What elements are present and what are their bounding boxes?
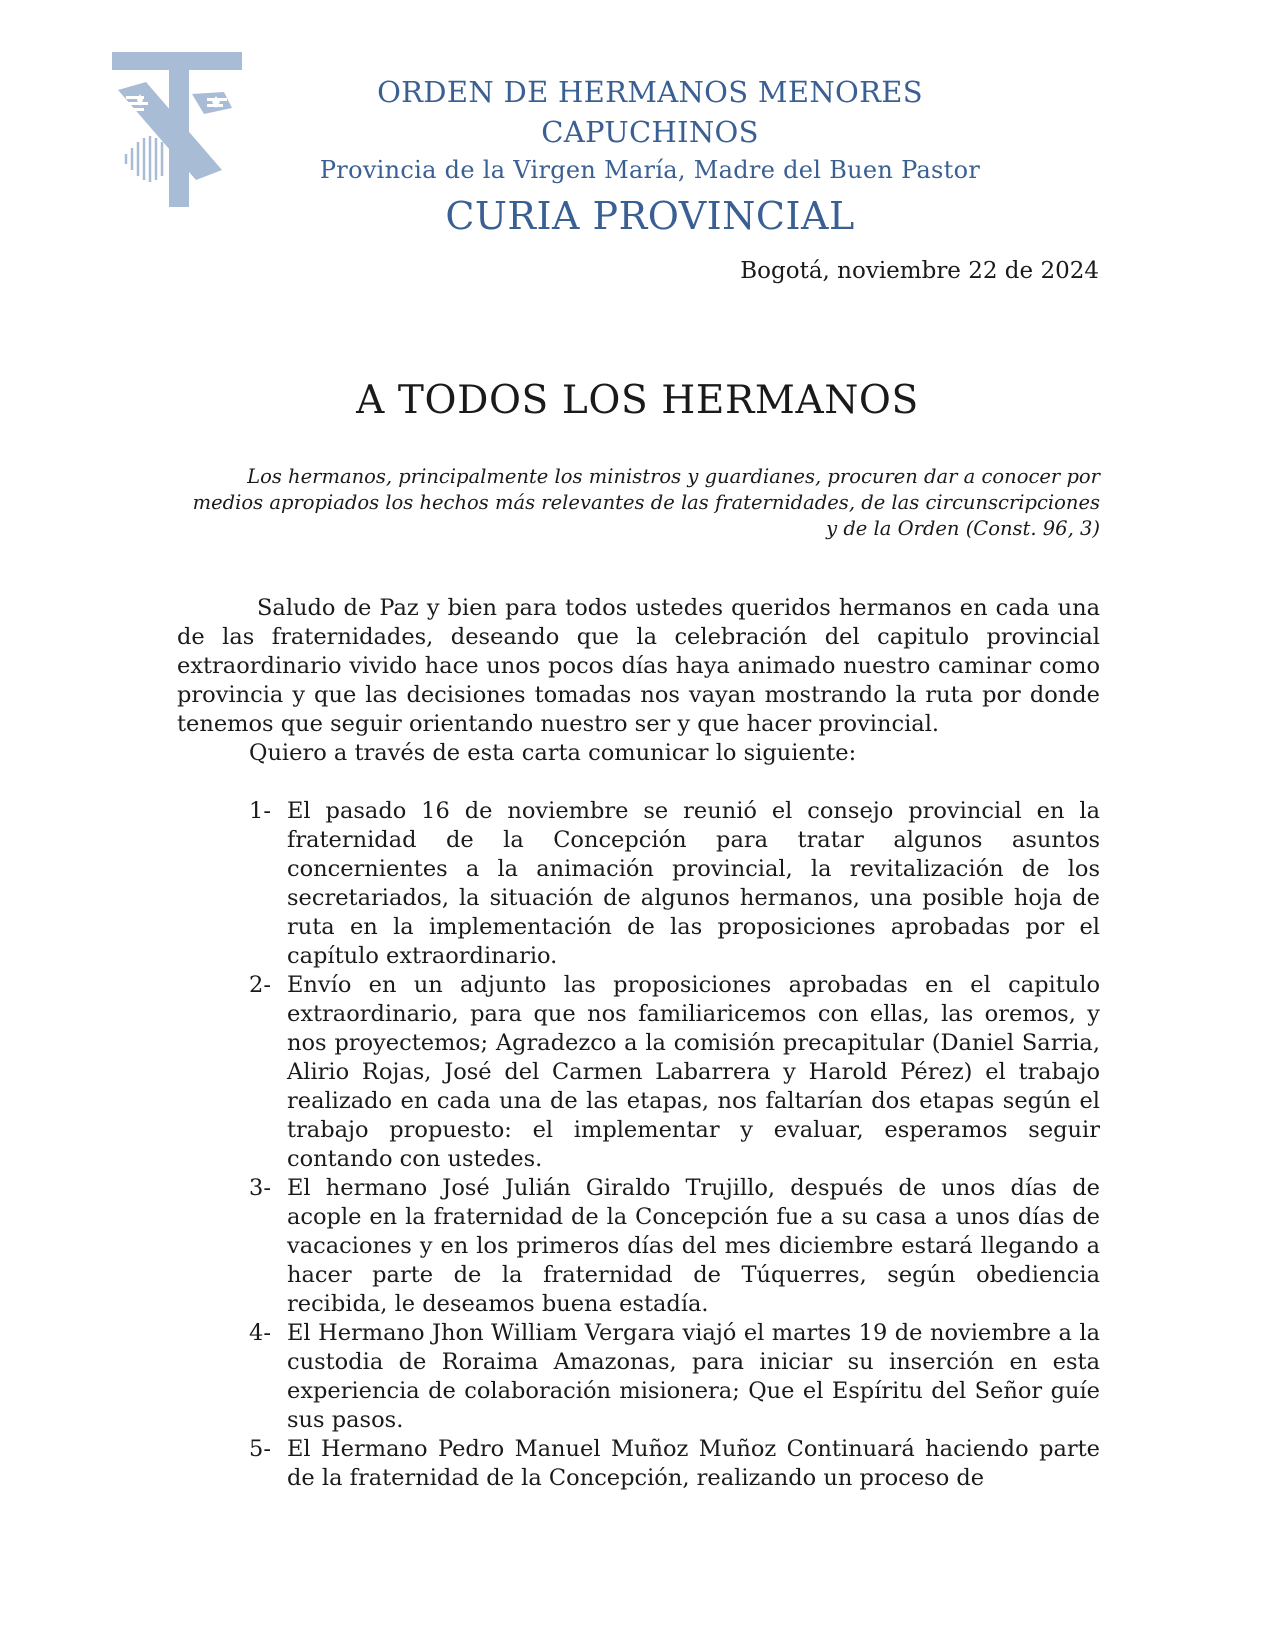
province-name: Provincia de la Virgen María, Madre del Buen Pastor (319, 156, 981, 184)
list-item-text: Envío en un adjunto las proposiciones aprobadas en el capitulo extraordinario, para que nos familiaricemos con ellas, las oremos, y nos proyectemos; Agradezco a la comisión precapitular (Daniel Sarria, Alirio Rojas, José del Carmen Labarrera y Harold Pérez) el trabajo realizado en cada una de las etapas, nos faltarían dos etapas según el trabajo propuesto: el implementar y evaluar, esperamos seguir contando con ustedes. (287, 972, 1100, 1172)
constitution-quote: Los hermanos, principalmente los ministros y guardianes, procuren dar a conocer por medios apropiados los hechos más relevantes de las fraternidades, de las circunscripciones y de la Orden (Const. 96, 3) (192, 465, 1100, 540)
curia-name: CURIA PROVINCIAL (445, 194, 855, 238)
list-item-text: El pasado 16 de noviembre se reunió el consejo provincial en la fraternidad de la Concepción para tratar algunos asuntos concernientes a la animación provincial, la revitalización de los secretariados, la situación de algunos hermanos, una posible hoja de ruta en la implementación de las proposiciones aprobadas por el capítulo extraordinario. (287, 798, 1100, 969)
list-item-number: 1- (249, 798, 271, 824)
list-item (249, 1174, 1100, 1319)
list-item (249, 971, 1100, 1174)
letter-date: Bogotá, noviembre 22 de 2024 (740, 258, 1099, 284)
intro-paragraph: Quiero a través de esta carta comunicar lo siguiente: (249, 740, 857, 766)
list-item-number: 4- (249, 1320, 271, 1346)
list-item-number: 3- (249, 1175, 271, 1201)
list-item-number: 5- (249, 1436, 271, 1462)
list-item-text: El Hermano Jhon William Vergara viajó el martes 19 de noviembre a la custodia de Roraima Amazonas, para iniciar su inserción en esta experiencia de colaboración misionera; Que el Espíritu del Señor guíe sus pasos. (287, 1320, 1100, 1433)
order-name: ORDEN DE HERMANOS MENORES CAPUCHINOS (377, 75, 923, 149)
letter-body (177, 594, 1100, 1493)
list-item (249, 1319, 1100, 1435)
capuchin-tau-cross-logo (112, 52, 250, 207)
list-item-number: 2- (249, 972, 271, 998)
addressee-heading: A TODOS LOS HERMANOS (356, 378, 919, 423)
list-item (249, 797, 1100, 971)
list-item-text: El hermano José Julián Giraldo Trujillo, después de unos días de acople en la fraternidad de la Concepción fue a su casa a unos días de vacaciones y en los primeros días del mes diciembre estará llegando a hacer parte de la fraternidad de Túquerres, según obediencia recibida, le deseamos buena estadía. (287, 1175, 1100, 1317)
list-item (249, 1435, 1100, 1493)
greeting-paragraph: Saludo de Paz y bien para todos ustedes queridos hermanos en cada una de las fraternidades, deseando que la celebración del capitulo provincial extraordinario vivido hace unos pocos días haya animado nuestro caminar como provincia y que las decisiones tomadas nos vayan mostrando la ruta por donde tenemos que seguir orientando nuestro ser y que hacer provincial. (177, 595, 1100, 737)
letterhead (285, 72, 1015, 242)
list-item-text: El Hermano Pedro Manuel Muñoz Muñoz Continuará haciendo parte de la fraternidad de la Concepción, realizando un proceso de (287, 1436, 1100, 1491)
points-list (177, 797, 1100, 1493)
